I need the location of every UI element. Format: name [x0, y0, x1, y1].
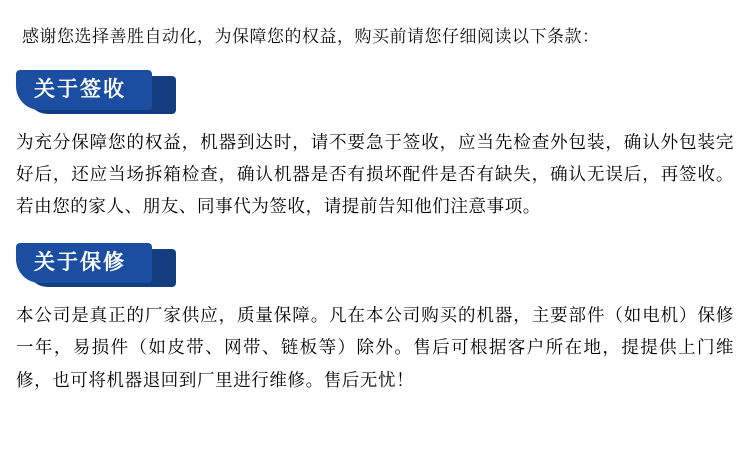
section-warranty-body: 本公司是真正的厂家供应，质量保障。凡在本公司购买的机器，主要部件（如电机）保修一年，易损件（如皮带、网带、链板等）除外。售后可根据客户所在地，提提供上门维修，也可将机器退回到厂里进行维修。售后无忧！ — [16, 305, 734, 390]
intro-paragraph: 感谢您选择善胜自动化，为保障您的权益，购买前请您仔细阅读以下条款： — [22, 27, 600, 46]
section-signing-heading-wrap — [16, 70, 736, 110]
section-signing-heading: 关于签收 — [16, 70, 152, 110]
section-signing-body: 为充分保障您的权益，机器到达时，请不要急于签收，应当先检查外包装，确认外包装完好后，还应当场拆箱检查，确认机器是否有损坏配件是否有缺失，确认无误后，再签收。若由您的家人、朋友、同事代为签收，请提前告知他们注意事项。 — [16, 131, 734, 217]
section-signing — [14, 70, 736, 223]
section-warranty-heading: 关于保修 — [16, 243, 152, 283]
section-warranty — [14, 243, 736, 396]
section-warranty-heading-wrap — [16, 243, 736, 283]
